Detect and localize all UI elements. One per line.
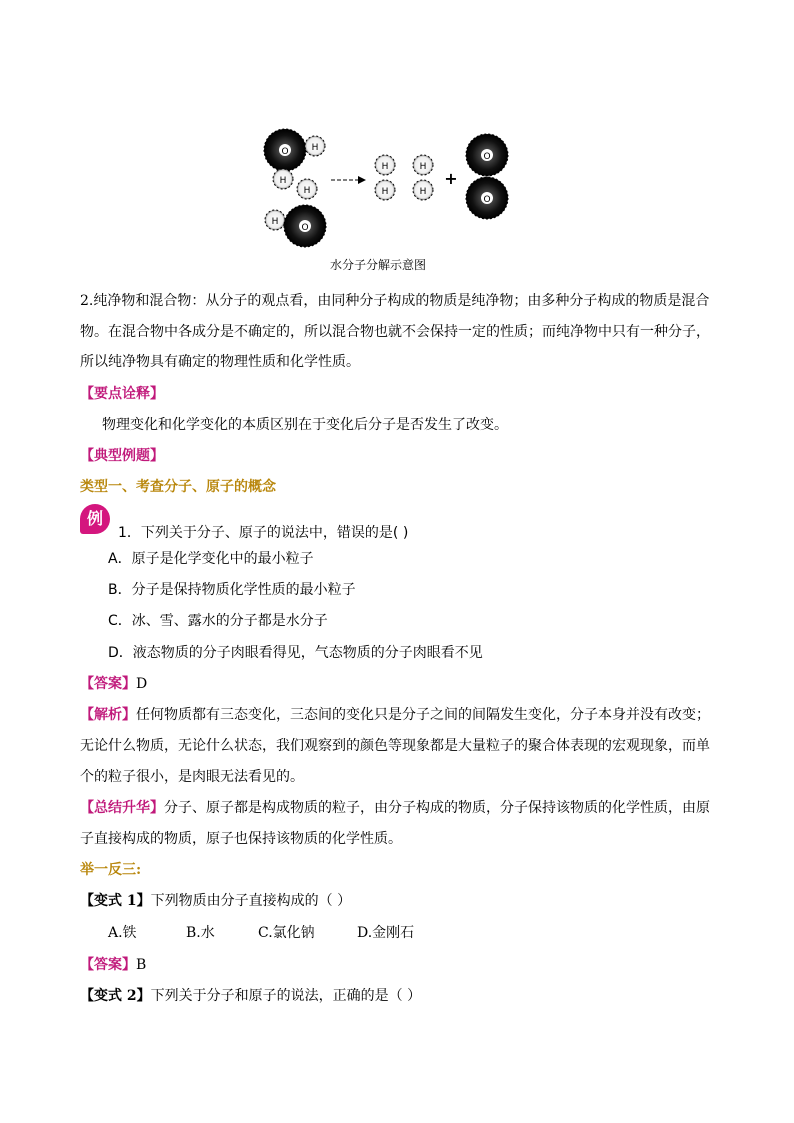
water-molecules [264,129,326,247]
summary-line-2: 子直接构成的物质，原子也保持该物质的化学性质。 [80,831,402,847]
svg-text:H: H [279,176,287,186]
water-decomposition-diagram [255,118,525,253]
analysis-text-1: 任何物质都有三态变化，三态间的变化只是分子之间的间隔发生变化，分子本身并没有改变； [136,707,710,723]
example1-question: 1．下列关于分子、原子的说法中，错误的是( ) [118,525,409,541]
section2-line-1: 2.纯净物和混合物：从分子的观点看，由同种分子构成的物质是纯净物；由多种分子构成的物质是混合 [80,293,710,309]
practice-heading: 举一反三: [80,862,142,878]
analysis-label: 【解析】 [80,707,136,723]
key-points-heading: 【要点诠释】 [80,386,164,402]
svg-text:H: H [381,162,389,172]
answer-value: D [136,676,148,692]
svg-text:H: H [381,187,389,197]
variant1-option-b: B.水 [186,925,215,941]
section2-line-2: 物。在混合物中各成分是不确定的，所以混合物也就不会保持一定的性质；而纯净物中只有一种分子， [80,324,710,340]
svg-text:O: O [483,152,491,162]
example1-option-d: D．液态物质的分子肉眼看得见，气态物质的分子肉眼看不见 [108,645,483,661]
svg-text:H: H [311,143,319,153]
example1-analysis-line-3: 个的粒子很小，是肉眼无法看见的。 [80,769,304,785]
svg-text:H: H [271,217,279,227]
summary-text-1: 分子、原子都是构成物质的粒子，由分子构成的物质，分子保持该物质的化学性质，由原 [164,800,710,816]
svg-text:H: H [419,187,427,197]
variant1-question [80,891,351,911]
svg-text:O: O [483,195,491,205]
example-badge: 例 [80,504,110,534]
reaction-arrow [331,176,366,184]
section2-line-3: 所以纯净物具有确定的物理性质和化学性质。 [80,354,360,370]
key-points-text: 物理变化和化学变化的本质区别在于变化后分子是否发生了改变。 [102,417,508,433]
example1-analysis-line-1 [80,705,710,725]
variant2-text: 下列关于分子和原子的说法，正确的是（ ） [150,988,422,1004]
variant1-option-c: C.氯化钠 [258,925,315,941]
variant1-option-d: D.金刚石 [357,925,415,941]
example1-option-a: A．原子是化学变化中的最小粒子 [108,551,314,567]
oxygen-molecule [466,134,508,219]
summary-label: 【总结升华】 [80,800,164,816]
variant1-label: 【变式 1】 [80,893,151,909]
variant1-option-a: A.铁 [108,925,137,941]
answer-label: 【答案】 [80,676,136,692]
example1-answer [80,674,147,694]
svg-text:O: O [301,223,309,233]
variant2-label: 【变式 2】 [80,988,151,1004]
variant2-question [80,986,421,1006]
examples-heading: 【典型例题】 [80,448,164,464]
svg-text:O: O [281,147,289,157]
variant1-answer-label: 【答案】 [80,957,136,973]
example1-analysis-line-2: 无论什么物质，无论什么状态，我们观察到的颜色等现象都是大量粒子的聚合体表现的宏观现象，而单 [80,738,710,754]
type1-heading: 类型一、考查分子、原子的概念 [80,479,276,495]
example1-option-c: C．冰、雪、露水的分子都是水分子 [108,613,328,629]
variant1-answer [80,955,146,975]
variant1-text: 下列物质由分子直接构成的（ ） [150,893,352,909]
plus-sign: + [444,169,458,188]
variant1-answer-value: B [136,957,147,973]
hydrogen-molecules [375,155,433,200]
diagram-caption: 水分子分解示意图 [330,258,427,272]
svg-text:H: H [419,162,427,172]
summary-line-1 [80,798,710,818]
svg-text:H: H [303,186,311,196]
example1-option-b: B．分子是保持物质化学性质的最小粒子 [108,582,356,598]
